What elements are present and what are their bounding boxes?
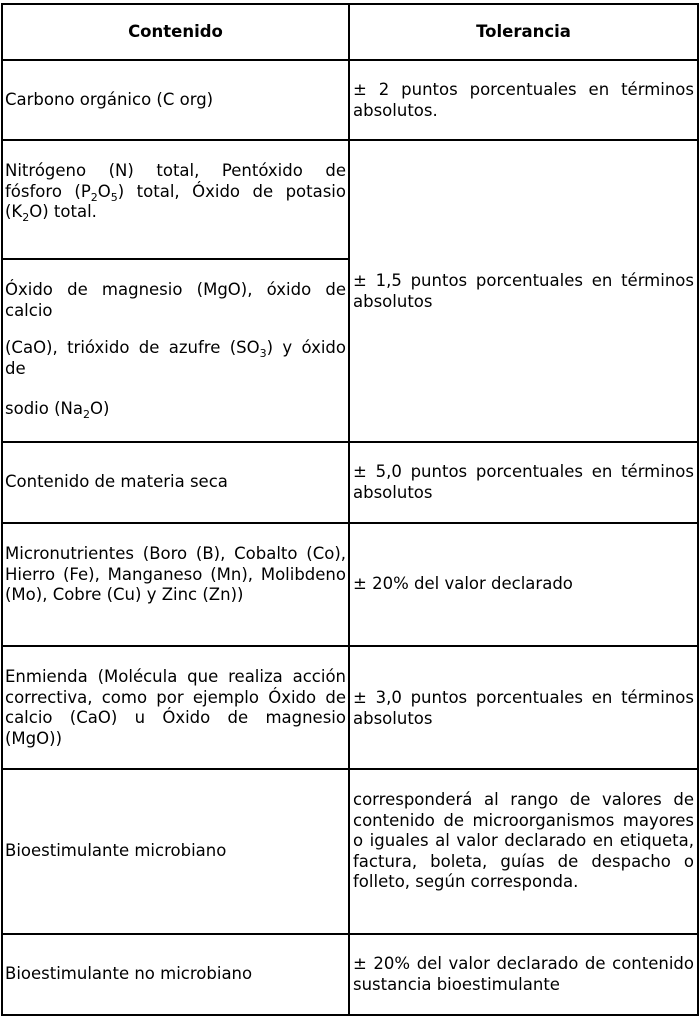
row-divider <box>1 645 699 647</box>
cell-content-carbono: Carbono orgánico (C org) <box>5 89 214 109</box>
cell-tolerance-bioestimulante-microbiano: corresponderá al rango de valores de contenido de microorganismos mayores o iguales al valor declarado en etiqueta, factura, boleta, guías de despacho o folleto, según corresponda. <box>353 790 694 891</box>
npk-line-2: fósforo $(P_2O_5)$ total, Óxido de potasio <box>5 181 346 204</box>
row-divider <box>1 258 350 260</box>
table-border-bottom <box>1 1014 699 1016</box>
header-contenido-text: Contenido <box>128 21 223 41</box>
cell-content-npk <box>5 161 346 223</box>
cell-tolerance-micronutrientes: ± 20% del valor declarado <box>353 574 573 594</box>
cell-tolerance-carbono: ± 2 puntos porcentuales en términos absolutos. <box>353 80 694 120</box>
cell-tolerance-npk-mg-ca: ± 1,5 puntos porcentuales en términos absolutos <box>353 271 694 311</box>
header-contenido <box>3 5 348 59</box>
cell-content-mg-ca-s-na-p3: sodio $(Na_2O)$ <box>5 399 110 421</box>
cell-tolerance-bioestimulante-no-microbiano: ± 20% del valor declarado de contenido sustancia bioestimulante <box>353 954 694 994</box>
cell-content-micronutrientes: Micronutrientes (Boro (B), Cobalto (Co), Hierro (Fe), Manganeso (Mn), Molibdeno (Mo), Cobre (Cu) y Zinc (Zn)) <box>5 544 346 604</box>
row-divider <box>1 139 699 141</box>
cell-content-bioestimulante-microbiano: Bioestimulante microbiano <box>5 841 227 861</box>
cell-content-bioestimulante-no-microbiano: Bioestimulante no microbiano <box>5 964 253 984</box>
column-divider <box>348 3 350 1016</box>
cell-content-materia-seca: Contenido de materia seca <box>5 472 228 492</box>
table-border-right <box>697 3 699 1016</box>
table-border-left <box>1 3 3 1016</box>
cell-content-mg-ca-s-na-p1: Óxido de magnesio (MgO), óxido de calcio <box>5 280 346 320</box>
cell-tolerance-enmienda: ± 3,0 puntos porcentuales en términos absolutos <box>353 688 694 728</box>
cell-tolerance-materia-seca: ± 5,0 puntos porcentuales en términos absolutos <box>353 462 694 502</box>
npk-line-1: Nitrógeno (N) total, Pentóxido de <box>5 161 346 180</box>
npk-line-3: $(K_2O)$ total. <box>5 202 97 224</box>
cell-content-mg-ca-s-na-p2: (CaO), trióxido de azufre $(SO_3)$ y óxido de <box>5 338 346 378</box>
header-tolerancia <box>350 5 697 59</box>
cell-content-enmienda: Enmienda (Molécula que realiza acción correctiva, como por ejemplo Óxido de calcio (CaO) u Óxido de magnesio (MgO)) <box>5 667 346 748</box>
header-tolerancia-text: Tolerancia <box>476 21 571 41</box>
